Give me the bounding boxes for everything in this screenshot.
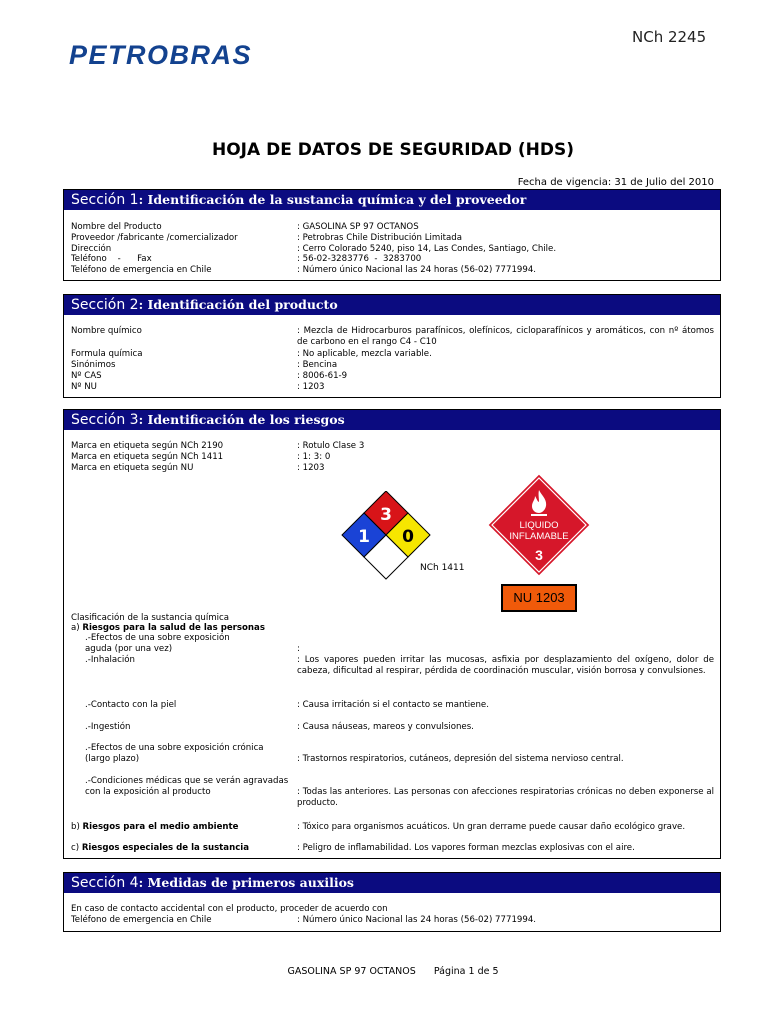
nfpa-health-value: 1: [358, 527, 370, 547]
s1-row-value: : 56-02-3283776 - 3283700: [297, 254, 422, 264]
s1-row-label: Teléfono de emergencia en Chile: [71, 265, 212, 275]
section-3-header: [64, 410, 720, 430]
section-2-header: [64, 295, 720, 315]
health-row-value: : Trastornos respiratorios, cutáneos, depresión del sistema nervioso central.: [297, 754, 624, 764]
document-number: NCh 2245: [632, 28, 707, 46]
section-1-header: [64, 190, 720, 210]
s3-row-label: Marca en etiqueta según NU: [71, 463, 194, 473]
section-1-number: Sección 1: [71, 192, 139, 208]
section-4-header: [64, 873, 720, 893]
section-1: [63, 189, 721, 281]
effective-date: Fecha de vigencia: 31 de Julio del 2010: [517, 177, 714, 188]
s2-row-value: : Bencina: [297, 360, 338, 370]
s3-row-label: Marca en etiqueta según NCh 1411: [71, 452, 224, 462]
s2-row-label: Formula química: [71, 349, 143, 359]
section-4-number: Sección 4: [71, 875, 139, 891]
s1-row-value: : Cerro Colorado 5240, piso 14, Las Condes, Santiago, Chile.: [297, 244, 557, 254]
s3-row-value: : 1203: [297, 463, 325, 473]
health-row-label: .-Efectos de una sobre exposición crónica (largo plazo): [85, 743, 264, 764]
s2-row-label: Nº NU: [71, 382, 97, 392]
s4-row-label: Teléfono de emergencia en Chile: [71, 915, 212, 925]
s2-row-label: Nombre químico: [71, 326, 142, 336]
s3-row-value: : 1: 3: 0: [297, 452, 331, 462]
health-row-label: .-Contacto con la piel: [85, 700, 177, 710]
s1-row-label: Dirección: [71, 244, 112, 254]
s3-row-label: Marca en etiqueta según NCh 2190: [71, 441, 224, 451]
placard-class: 3: [535, 547, 543, 563]
health-row-value: : Causa irritación si el contacto se mantiene.: [297, 700, 489, 710]
section-4-title: : Medidas de primeros auxilios: [138, 875, 354, 890]
classification-title: [71, 613, 714, 624]
placard-line2: INFLAMABLE: [509, 531, 569, 542]
section-2: [63, 294, 721, 398]
s2-row-value: : 8006-61-9: [297, 371, 348, 381]
s1-row-value: : Petrobras Chile Distribución Limitada: [297, 233, 462, 243]
s4-intro-text: En caso de contacto accidental con el producto, proceder de acuerdo con: [71, 904, 388, 914]
environment-risks-title: Riesgos para el medio ambiente: [82, 822, 239, 832]
s1-row-label: Proveedor /fabricante /comercializador: [71, 233, 238, 243]
s3-row-value: : Rotulo Clase 3: [297, 441, 365, 451]
section-3-number: Sección 3: [71, 412, 139, 428]
section-3-title: : Identificación de los riesgos: [138, 412, 345, 427]
section-3: [63, 409, 721, 859]
environment-risks-label: [71, 822, 296, 833]
health-row-value: : Causa náuseas, mareos y convulsiones.: [297, 722, 474, 732]
health-risks-prefix: a): [71, 623, 83, 633]
classification-title-text: Clasificación de la sustancia química: [71, 613, 229, 623]
health-row-label: .-Inhalación: [85, 655, 135, 665]
health-risks-heading: [71, 623, 714, 634]
health-row-value: :: [297, 644, 300, 654]
placard-line1: LIQUIDO: [519, 520, 559, 531]
s2-row-value: : No aplicable, mezcla variable.: [297, 349, 432, 359]
s1-row-label: Teléfono - Fax: [71, 254, 152, 264]
document-title: HOJA DE DATOS DE SEGURIDAD (HDS): [212, 140, 574, 160]
s1-row-value: : GASOLINA SP 97 OCTANOS: [297, 222, 419, 232]
section-1-title: : Identificación de la sustancia química y del proveedor: [138, 192, 527, 207]
health-row-label: .-Ingestión: [85, 722, 131, 732]
s2-row: [71, 326, 714, 348]
s1-row-value: : Número único Nacional las 24 horas (56-02) 7771994.: [297, 265, 537, 275]
section-2-title: : Identificación del producto: [138, 297, 338, 312]
s4-intro: [71, 904, 714, 915]
footer-product: GASOLINA SP 97 OCTANOS: [287, 966, 416, 977]
section-2-number: Sección 2: [71, 297, 139, 313]
health-risks-title: Riesgos para la salud de las personas: [82, 623, 265, 633]
un-number-panel: NU 1203: [501, 584, 577, 612]
health-row-label: .-Efectos de una sobre exposición aguda (por una vez): [85, 633, 230, 654]
page-footer: [0, 966, 768, 977]
health-row-label: .-Condiciones médicas que se verán agravadas con la exposición al producto: [85, 776, 289, 797]
health-row-value: : Los vapores pueden irritar las mucosas, asfixia por desplazamiento del oxígeno, dolor de cabeza, dificultad al respirar, pérdida de coordinación muscular, visión borrosa y convulsiones.: [297, 655, 714, 676]
special-risks-label: [71, 843, 296, 854]
petrobras-logo: PETROBRAS: [69, 40, 253, 70]
flammable-placard: [484, 472, 594, 582]
s1-row-label: Nombre del Producto: [71, 222, 162, 232]
footer-page: Página 1 de 5: [433, 966, 499, 977]
environment-risks-value: : Tóxico para organismos acuáticos. Un gran derrame puede causar daño ecológico grave.: [297, 822, 686, 832]
special-risks-title: Riesgos especiales de la sustancia: [81, 843, 250, 853]
nfpa-caption: NCh 1411: [420, 563, 465, 573]
health-row-value: : Todas las anteriores. Las personas con afecciones respiratorias crónicas no deben exponerse al producto.: [297, 787, 714, 808]
s2-row-value: : Mezcla de Hidrocarburos parafínicos, olefínicos, cicloparafínicos y aromáticos, con nº átomos de carbono en el rango C4 - C10: [297, 326, 714, 347]
s2-row-value: : 1203: [297, 382, 325, 392]
nfpa-fire-value: 3: [380, 505, 392, 525]
section-4: [63, 872, 721, 932]
environment-risks-prefix: b): [71, 822, 83, 832]
s2-row-label: Sinónimos: [71, 360, 116, 370]
special-risks-value: : Peligro de inflamabilidad. Los vapores forman mezclas explosivas con el aire.: [297, 843, 635, 853]
nfpa-reactivity-value: 0: [402, 527, 414, 547]
s4-row-value: : Número único Nacional las 24 horas (56-02) 7771994.: [297, 915, 537, 925]
special-risks-prefix: c): [71, 843, 82, 853]
s2-row-label: Nº CAS: [71, 371, 102, 381]
